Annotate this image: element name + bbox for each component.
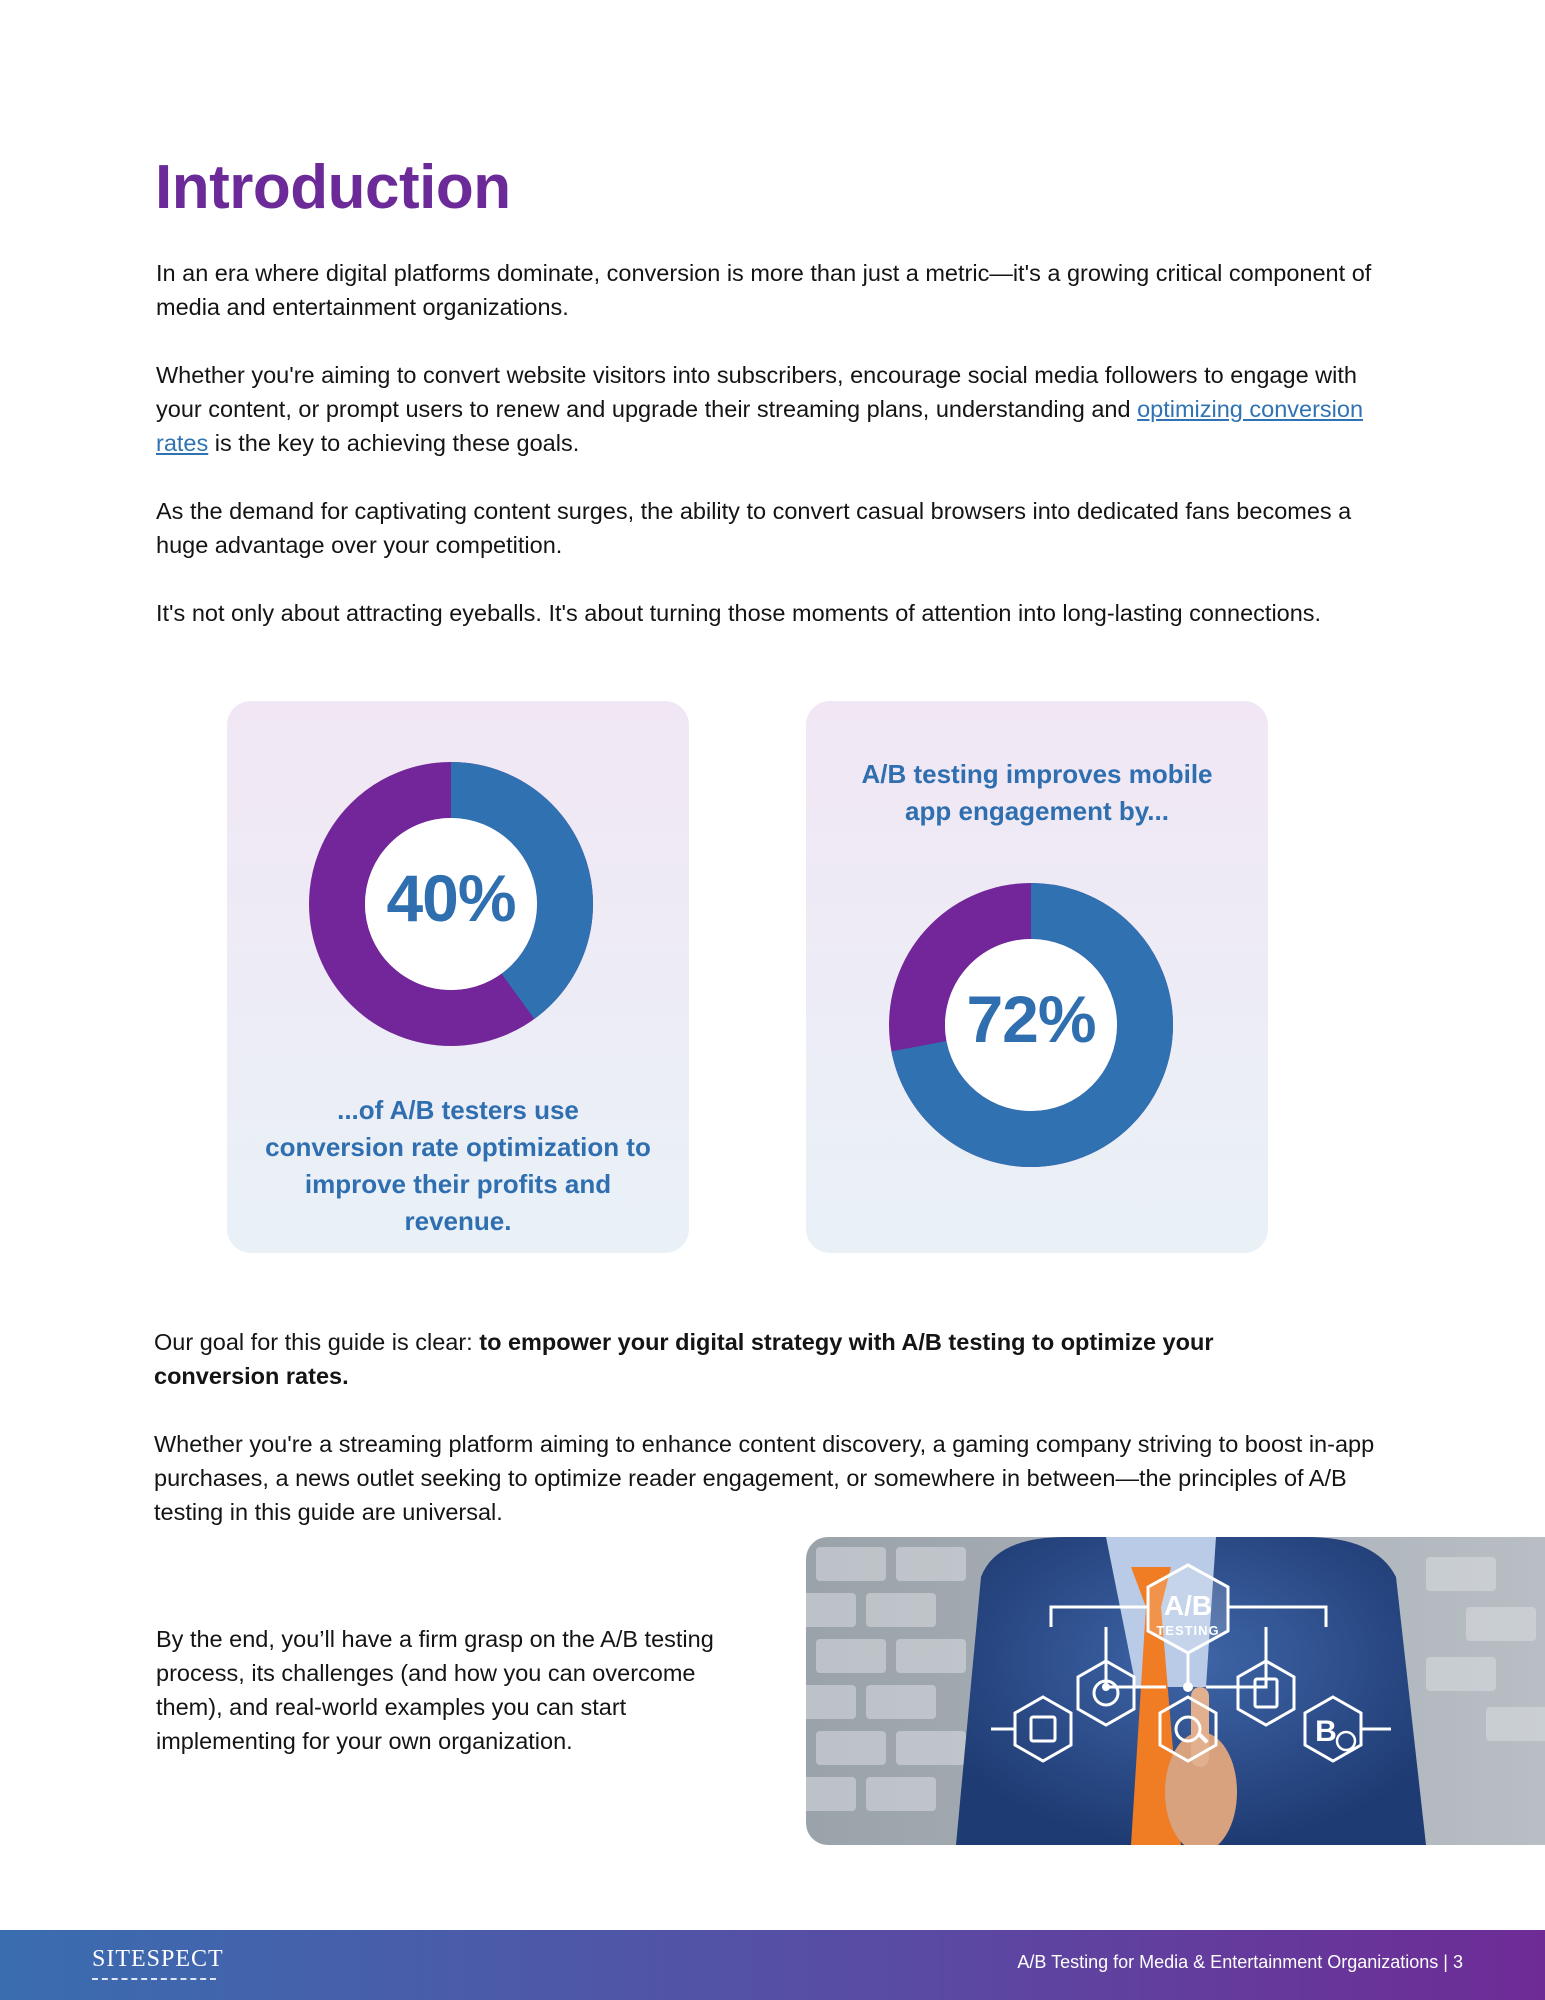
page-title: Introduction [155,153,511,222]
stat-card-conversion [227,701,689,1253]
logo-underline [92,1978,216,1980]
goal-statement: to empower your digital strategy with A/B testing to optimize your conversion rates. [154,1329,1214,1389]
goal-lead: Our goal for this guide is clear: [154,1329,480,1355]
universal-principles-paragraph: Whether you're a streaming platform aiming to enhance content discovery, a gaming company striving to boost in-app purchases, a news outlet seeking to optimize reader engagement, or somewhere in between—the principles of A/B testing in this guide are universal. [154,1431,1375,1525]
footer-page-label: A/B Testing for Media & Entertainment Organizations | 3 [1017,1952,1463,1972]
stat-card-mobile-engagement [806,701,1268,1253]
optimizing-conversion-rates-link[interactable]: optimizing conversion rates [156,396,1364,456]
sitespect-logo: SITESPECT [92,1946,224,1972]
intro-paragraph-2-end: is the key to achieving these goals. [208,430,580,456]
intro-paragraph-2 [156,358,1396,460]
donut-chart-40 [309,762,593,1046]
stat-value-72: 72% [966,982,1096,1056]
page-footer [0,1930,1545,2000]
goal-paragraph [154,1325,1254,1393]
ab-testing-photo [806,1537,1545,1845]
stat-value-40: 40% [386,861,516,935]
donut-chart-72 [889,883,1173,1167]
ab-hex-title: A/B [1163,1590,1213,1621]
intro-paragraph-4: It's not only about attracting eyeballs. It's about turning those moments of attention into long-lasting connections. [156,600,1322,626]
stat-heading-mobile-engagement: A/B testing improves mobile app engagement by... [861,759,1213,826]
intro-paragraph-3: As the demand for captivating content surges, the ability to convert casual browsers into dedicated fans becomes a huge advantage over your competition. [156,498,1352,558]
intro-paragraph-2-start: Whether you're aiming to convert website visitors into subscribers, encourage social media followers to engage with your content, or prompt users to renew and upgrade their streaming plans, understanding and [156,362,1357,422]
stat-caption-conversion: ...of A/B testers use conversion rate optimization to improve their profits and revenue. [265,1095,651,1236]
b-hex-letter: B [1315,1715,1337,1748]
by-the-end-paragraph: By the end, you’ll have a firm grasp on the A/B testing process, its challenges (and how you can overcome them), and real-world examples you can start implementing for your own organization. [156,1626,714,1754]
ab-hex-subtitle: TESTING [1156,1623,1220,1638]
ab-testing-illustration [806,1537,1545,1845]
intro-paragraph-1: In an era where digital platforms dominate, conversion is more than just a metric—it's a growing critical component of media and entertainment organizations. [156,260,1372,320]
